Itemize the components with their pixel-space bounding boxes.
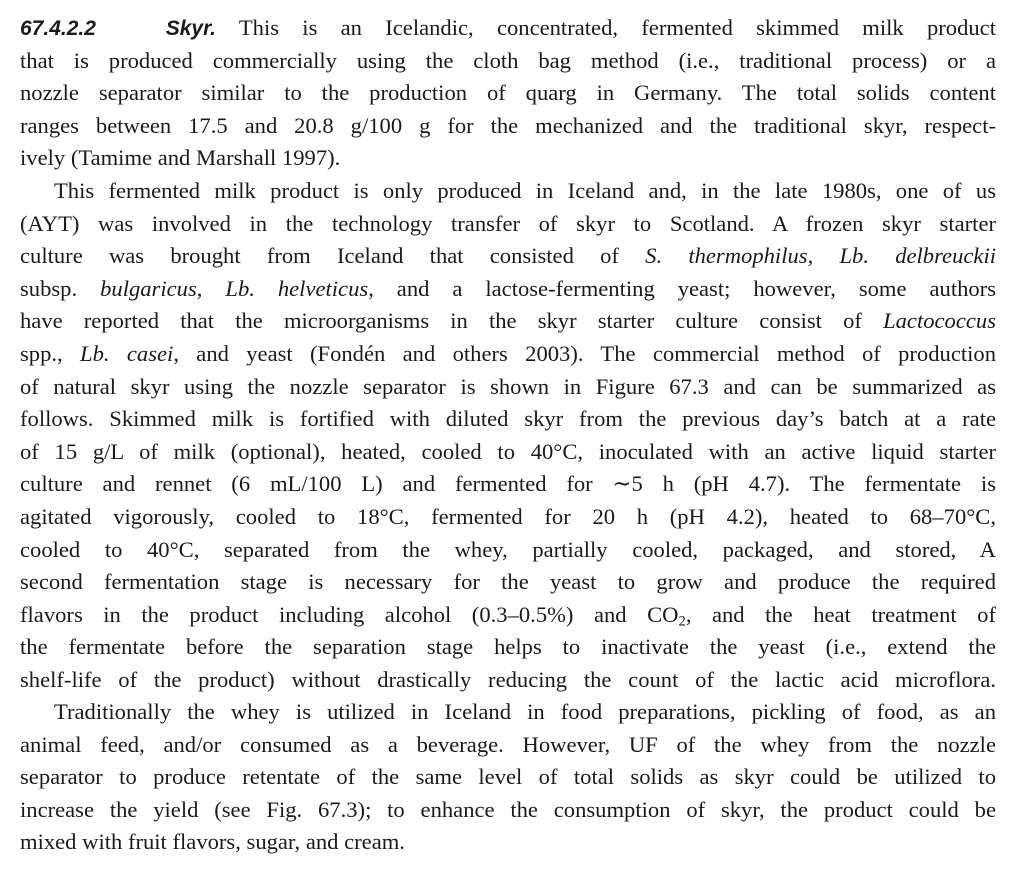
text-line: mixed with fruit flavors, sugar, and cream.	[20, 829, 405, 855]
text-line: follows. Skimmed milk is fortified with diluted skyr from the previous day’s batch at a rate	[20, 406, 996, 432]
text-segment: ,	[196, 275, 203, 301]
text-segment: culture was brought from Iceland that consisted of	[20, 243, 619, 269]
text-line: (AYT) was involved in the technology transfer of skyr to Scotland. A frozen skyr starter	[20, 210, 996, 236]
organism-name: Lb. casei	[80, 340, 174, 366]
text-line: separator to produce retentate of the same level of total solids as skyr could be utilized to	[20, 764, 996, 790]
text-line: nozzle separator similar to the production of quarg in Germany. The total solids content	[20, 80, 996, 106]
paragraph-skyr-intro	[20, 12, 996, 175]
paragraph-production	[20, 175, 996, 697]
text-line: ranges between 17.5 and 20.8 g/100 g for the mechanized and the traditional skyr, respect-	[20, 112, 996, 138]
text-line	[20, 12, 996, 45]
text-line	[20, 273, 996, 306]
text-line: increase the yield (see Fig. 67.3); to enhance the consumption of skyr, the product could be	[20, 796, 996, 822]
text-segment: spp.,	[20, 340, 63, 366]
text-line: of natural skyr using the nozzle separator is shown in Figure 67.3 and can be summarized as	[20, 373, 996, 399]
section-number: 67.4.2.2	[20, 17, 96, 40]
text-line: the fermentate before the separation stage helps to inactivate the yeast (i.e., extend the	[20, 634, 996, 660]
paragraph-whey-utilization	[20, 696, 996, 859]
section-title: Skyr.	[165, 17, 216, 40]
text-line	[20, 240, 996, 273]
text-line: of 15 g/L of milk (optional), heated, cooled to 40°C, inoculated with an active liquid starter	[20, 438, 996, 464]
text-line: that is produced commercially using the cloth bag method (i.e., traditional process) or a	[20, 47, 996, 73]
text-segment: ,	[807, 243, 814, 269]
text-segment: , and the heat treatment of	[685, 601, 996, 627]
text-segment: flavors in the product including alcohol (0.3–0.5%) and CO	[20, 601, 679, 627]
organism-name: Lactococcus	[883, 308, 996, 334]
organism-name: bulgaricus	[100, 275, 197, 301]
text-segment: This is an Icelandic, concentrated, fermented skimmed milk product	[238, 15, 996, 40]
text-line	[20, 338, 996, 371]
text-line: second fermentation stage is necessary for the yeast to grow and produce the required	[20, 569, 996, 595]
text-line: agitated vigorously, cooled to 18°C, fermented for 20 h (pH 4.2), heated to 68–70°C,	[20, 503, 996, 529]
organism-name: Lb. delbreuckii	[839, 243, 996, 269]
text-line: culture and rennet (6 mL/100 L) and fermented for ∼5 h (pH 4.7). The fermentate is	[20, 471, 996, 497]
organism-name: Lb. helveticus	[225, 275, 369, 301]
text-segment: have reported that the microorganisms in the skyr starter culture consist of	[20, 308, 862, 334]
text-line: cooled to 40°C, separated from the whey, partially cooled, packaged, and stored, A	[20, 536, 996, 562]
organism-name: S. thermophilus	[645, 243, 808, 269]
text-line: ively (Tamime and Marshall 1997).	[20, 145, 341, 171]
text-line: Traditionally the whey is utilized in Iceland in food preparations, pickling of food, as an	[54, 699, 996, 724]
text-segment: , and a lactose-fermenting yeast; however, some authors	[368, 275, 996, 301]
text-line: This fermented milk product is only produced in Iceland and, in the late 1980s, one of us	[54, 178, 996, 203]
text-segment: subsp.	[20, 275, 78, 301]
text-line	[20, 305, 996, 338]
text-line	[20, 599, 996, 632]
text-line: shelf-life of the product) without drastically reducing the count of the lactic acid microflora.	[20, 666, 996, 692]
subscript: 2	[678, 613, 686, 630]
text-line: animal feed, and/or consumed as a beverage. However, UF of the whey from the nozzle	[20, 731, 996, 757]
text-segment: , and yeast (Fondén and others 2003). The commercial method of production	[173, 340, 996, 366]
